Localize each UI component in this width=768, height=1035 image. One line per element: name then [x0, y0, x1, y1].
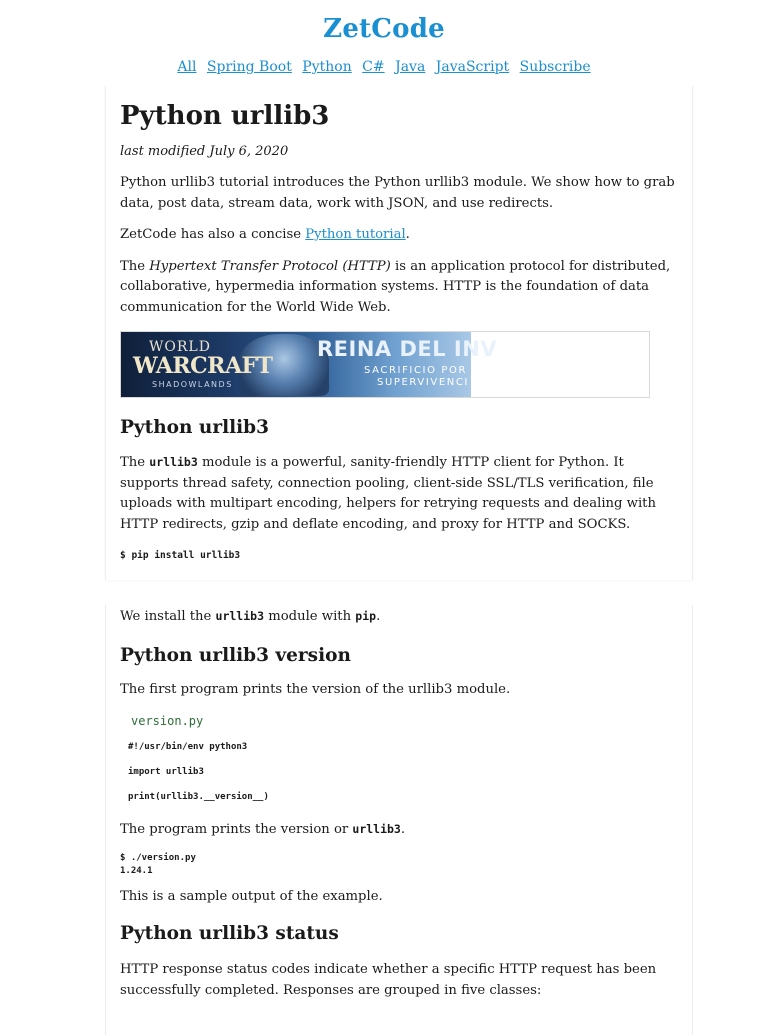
- code-line: #!/usr/bin/env python3: [128, 742, 248, 752]
- code-line: import urllib3: [128, 767, 204, 777]
- nav-link-all[interactable]: All: [177, 59, 197, 75]
- nav-link-subscribe[interactable]: Subscribe: [519, 59, 591, 75]
- nav-link-csharp[interactable]: C#: [362, 59, 385, 75]
- install-command: $ pip install urllib3: [120, 550, 241, 561]
- http-prefix: The: [120, 258, 150, 274]
- section-heading-urllib3: Python urllib3: [120, 417, 269, 438]
- banner-world: WORLD: [149, 339, 211, 355]
- sample-paragraph: This is a sample output of the example.: [120, 888, 383, 904]
- prints-prefix: The program prints the version or: [120, 822, 353, 837]
- banner-image: [121, 332, 498, 397]
- prints-suffix: .: [400, 822, 406, 837]
- intro-paragraph: Python urllib3 tutorial introduces the Python urllib3 module. We show how to grab data, post data, stream data, work with JSON, and use redirects.: [120, 175, 675, 211]
- code-listing: [120, 714, 678, 804]
- prints-paragraph: [120, 819, 678, 841]
- section-heading-version: Python urllib3 version: [120, 644, 351, 666]
- module-paragraph: [120, 452, 678, 535]
- top-nav: [0, 59, 768, 75]
- page-title: Python urllib3: [120, 101, 330, 131]
- banner-headline: REINA DEL INV: [317, 337, 498, 361]
- install-mid: module with: [264, 609, 356, 624]
- section-heading-status: Python urllib3 status: [120, 923, 339, 944]
- code-filename: version.py: [131, 714, 204, 728]
- code-line: print(urllib3.__version__): [128, 792, 269, 802]
- last-modified: last modified July 6, 2020: [120, 144, 289, 159]
- banner-subline-2: SUPERVIVENCI: [377, 377, 469, 388]
- nav-link-python[interactable]: Python: [302, 59, 352, 75]
- banner-warcraft: WARCRAFT: [133, 353, 273, 379]
- module-prefix: The: [120, 455, 150, 470]
- output-line: 1.24.1: [120, 865, 153, 876]
- install-suffix: .: [376, 609, 381, 624]
- nav-link-javascript[interactable]: JavaScript: [435, 59, 510, 75]
- python-tutorial-link[interactable]: Python tutorial: [305, 227, 406, 242]
- inline-code-pip: pip: [355, 609, 377, 623]
- concise-suffix: .: [405, 227, 410, 242]
- status-paragraph: HTTP response status codes indicate whether a specific HTTP request has been successfully completed. Responses are grouped in five classes:: [120, 962, 657, 998]
- banner-shadowlands: SHADOWLANDS: [152, 380, 233, 389]
- install-prefix: We install the: [120, 609, 216, 624]
- article-card-bottom: [105, 605, 693, 1035]
- http-paragraph: [120, 257, 678, 319]
- ad-banner[interactable]: [120, 331, 650, 398]
- output-line: $ ./version.py: [120, 852, 196, 863]
- program-output: [120, 852, 678, 878]
- inline-code-urllib3: urllib3: [215, 609, 264, 623]
- nav-link-spring-boot[interactable]: Spring Boot: [206, 59, 292, 75]
- nav-link-java[interactable]: Java: [395, 59, 426, 75]
- http-term: Hypertext Transfer Protocol (HTTP): [149, 258, 391, 274]
- banner-subline-1: SACRIFICIO POR: [364, 365, 468, 376]
- concise-paragraph: [120, 225, 678, 246]
- version-paragraph: The first program prints the version of the urllib3 module.: [120, 681, 511, 697]
- inline-code-urllib3: urllib3: [352, 822, 401, 836]
- module-suffix: module is a powerful, sanity-friendly HTTP client for Python. It supports thread safety, connection pooling, client-side SSL/TLS verification, file uploads with multipart encoding, helpers for retrying requests and dealing with HTTP redirects, gzip and deflate encoding, and proxy for HTTP and SOCKS.: [120, 455, 656, 532]
- install-paragraph: [120, 606, 678, 628]
- http-suffix: is an application protocol for distributed, collaborative, hypermedia information systems. HTTP is the foundation of data communication for the World Wide Web.: [120, 258, 671, 315]
- site-title[interactable]: ZetCode: [323, 14, 445, 44]
- concise-prefix: ZetCode has also a concise: [120, 227, 306, 242]
- article-card-top: [105, 86, 693, 580]
- inline-code-urllib3: urllib3: [149, 455, 198, 469]
